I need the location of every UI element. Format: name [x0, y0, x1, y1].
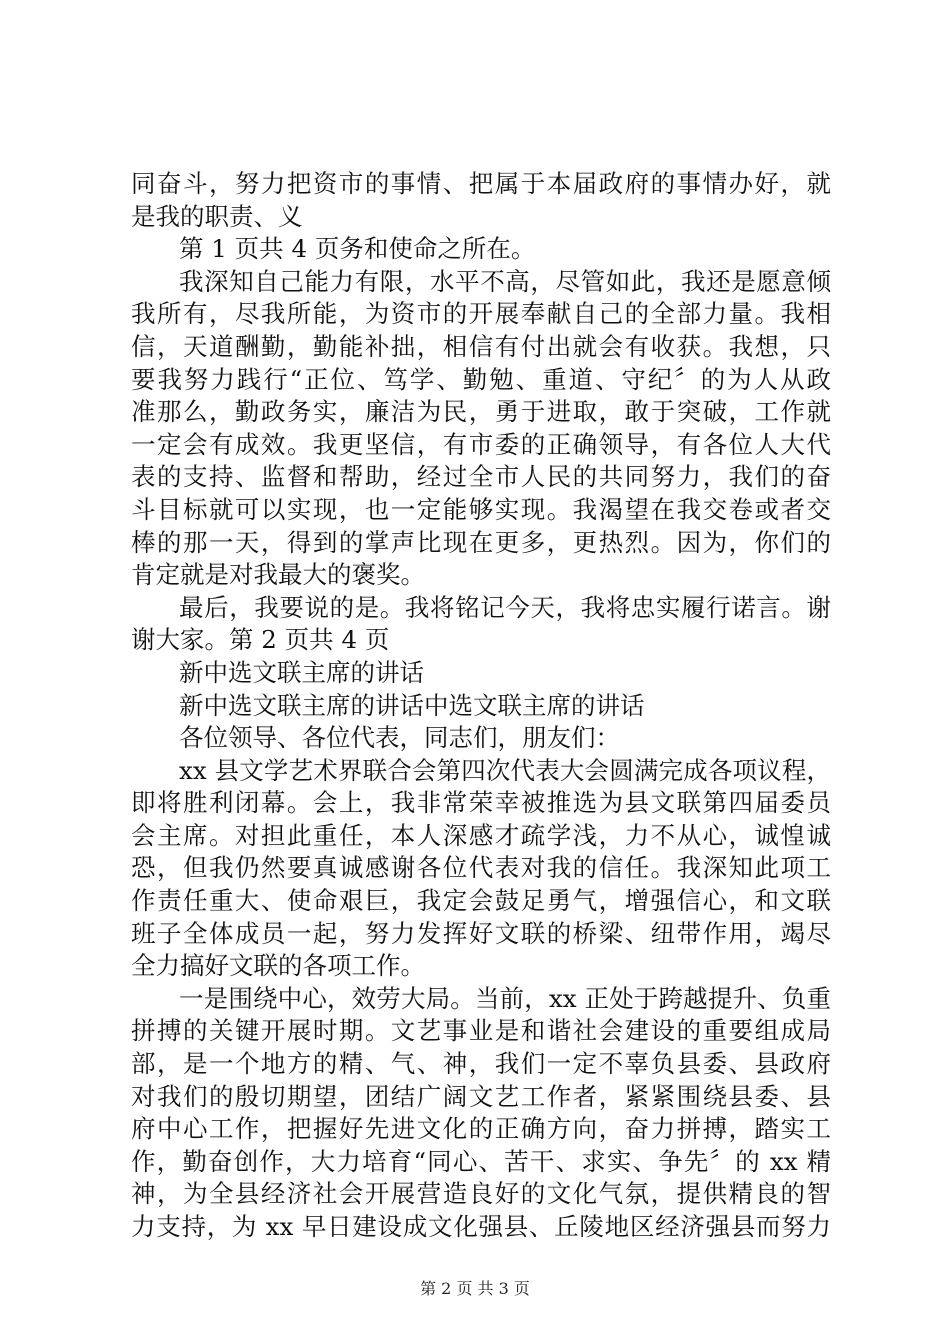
text-line: 作，勤奋创作，大力培育“同心、苦干、求实、争先〞的 xx 精: [131, 1146, 831, 1176]
text-line: 即将胜利闭幕。会上，我非常荣幸被推选为县文联第四届委员: [131, 788, 831, 818]
document-body: [131, 168, 831, 1244]
text-line: 班子全体成员一起，努力发挥好文联的桥梁、纽带作用，竭尽: [131, 918, 831, 948]
text-line: 我所有，尽我所能，为资市的开展奉献自己的全部力量。我相: [131, 299, 831, 329]
text-line: 一是围绕中心，效劳大局。当前，xx 正处于跨越提升、负重: [179, 983, 831, 1013]
text-line: 府中心工作，把握好先进文化的正确方向，奋力拼搏，踏实工: [131, 1114, 831, 1144]
text-line: 要我努力践行“正位、笃学、勤勉、重道、守纪〞的为人从政: [131, 364, 831, 394]
text-line: 准那么，勤政务实，廉洁为民，勇于进取，敢于突破，工作就: [131, 397, 831, 427]
text-line: 谢大家。第 2 页共 4 页: [131, 625, 390, 655]
text-line: 斗目标就可以实现，也一定能够实现。我渴望在我交卷或者交: [131, 494, 831, 524]
text-line: 表的支持、监督和帮助，经过全市人民的共同努力，我们的奋: [131, 462, 831, 492]
text-line: 我深知自己能力有限，水平不高，尽管如此，我还是愿意倾: [179, 266, 831, 296]
text-line: 同奋斗，努力把资市的事情、把属于本届政府的事情办好，就: [131, 169, 831, 198]
page-footer: 第 2 页 共 3 页: [420, 1279, 530, 1298]
text-line: 各位领导、各位代表，同志们，朋友们：: [179, 723, 620, 753]
text-line: 恐，但我仍然要真诚感谢各位代表对我的信任。我深知此项工: [131, 853, 831, 883]
text-line: 信，天道酬勤，勤能补拙，相信有付出就会有收获。我想，只: [131, 331, 831, 361]
text-line: 力支持，为 xx 早日建设成文化强县、丘陵地区经济强县而努力: [131, 1212, 831, 1241]
text-line: 部，是一个地方的精、气、神，我们一定不辜负县委、县政府: [131, 1049, 831, 1079]
text-line: 一定会有成效。我更坚信，有市委的正确领导，有各位人大代: [131, 429, 831, 459]
text-line: 是我的职责、义: [131, 201, 303, 231]
text-line: 第 1 页共 4 页务和使命之所在。: [179, 234, 536, 264]
text-line: 作责任重大、使命艰巨，我定会鼓足勇气，增强信心，和文联: [131, 886, 831, 916]
text-line: 拼搏的关键开展时期。文艺事业是和谐社会建设的重要组成局: [131, 1016, 831, 1046]
text-line: xx 县文学艺术界联合会第四次代表大会圆满完成各项议程，: [179, 755, 831, 785]
text-line: 对我们的殷切期望，团结广阔文艺工作者，紧紧围绕县委、县: [131, 1081, 831, 1111]
text-line: 新中选文联主席的讲话中选文联主席的讲话: [179, 690, 645, 720]
text-line: 棒的那一天，得到的掌声比现在更多，更热烈。因为，你们的: [131, 527, 831, 557]
text-line: 会主席。对担此重任，本人深感才疏学浅，力不从心，诚惶诚: [131, 820, 831, 850]
text-line: 全力搞好文联的各项工作。: [131, 951, 425, 981]
text-line: 神，为全县经济社会开展营造良好的文化气氛，提供精良的智: [131, 1179, 831, 1209]
text-line: 新中选文联主席的讲话: [179, 657, 424, 687]
text-line: 最后，我要说的是。我将铭记今天，我将忠实履行诺言。谢: [179, 592, 831, 622]
text-line: 肯定就是对我最大的褒奖。: [131, 560, 425, 590]
